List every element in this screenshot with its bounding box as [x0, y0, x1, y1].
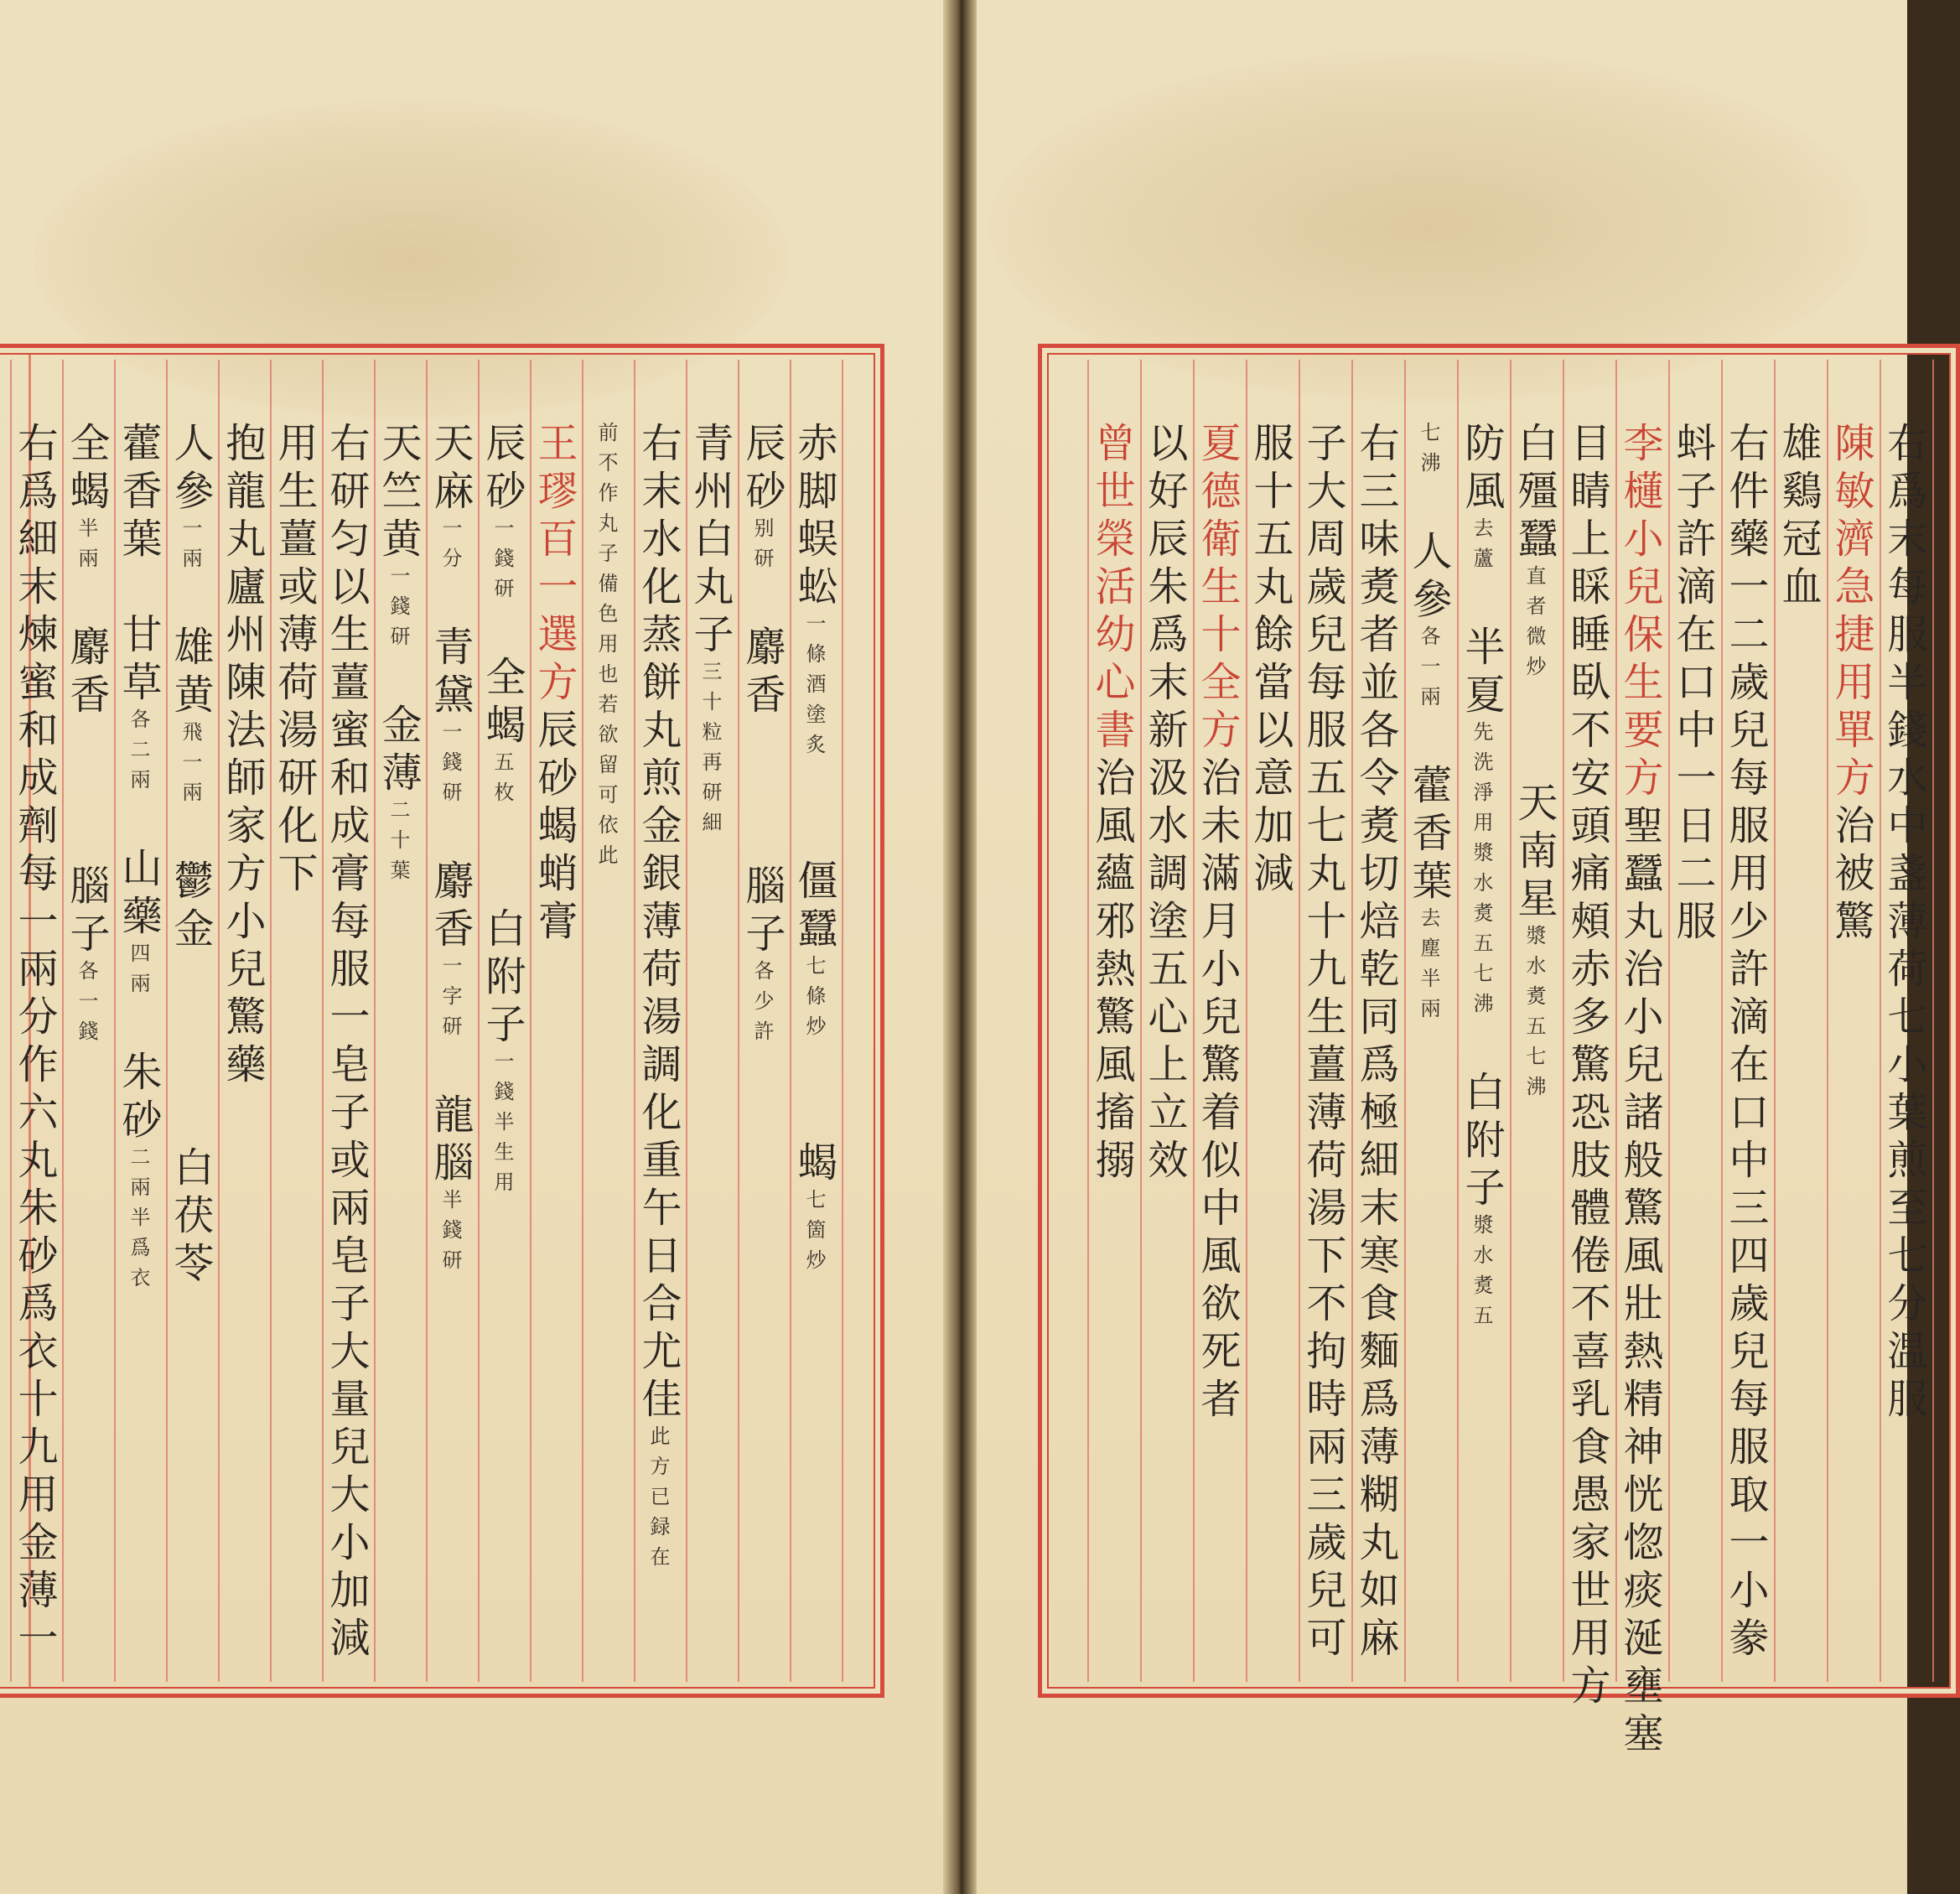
annotation-note: 一字研 — [438, 955, 462, 1046]
text-segment: 白附子 — [479, 812, 526, 1051]
annotation-note: 一錢研 — [386, 565, 410, 656]
text-segment: 半夏 — [1458, 578, 1505, 721]
text-column — [791, 348, 837, 1694]
annotation-note: 各少許 — [750, 960, 774, 1051]
annotation-note: 飛一兩 — [179, 721, 202, 812]
text-column — [1405, 348, 1452, 1694]
text-segment: 目睛上睬睡臥不安頭痛頰赤多驚恐肢體倦不喜乳食愚家世用方 — [1563, 422, 1610, 1712]
right-page — [964, 0, 1927, 1894]
text-column — [687, 348, 734, 1694]
text-column — [1563, 348, 1610, 1712]
column-rule — [62, 360, 64, 1682]
text-segment: 雄鷄冠血 — [1775, 422, 1822, 613]
annotation-note: 各一錢 — [75, 960, 98, 1051]
annotation-note: 直者微炒 — [1522, 565, 1546, 686]
text-column — [271, 348, 318, 1694]
column-rule — [842, 360, 843, 1682]
annotation-note: 去塵半兩 — [1417, 907, 1440, 1028]
text-segment: 青黛 — [427, 578, 474, 721]
text-segment: 鬱金 白茯苓 — [167, 812, 214, 1289]
annotation-note: 三十粒再研細 — [698, 661, 722, 842]
text-segment: 治未滿月小兒驚着似中風欲死者 — [1194, 756, 1241, 1425]
annotation-note: 七箇炒 — [802, 1189, 826, 1279]
annotation-note: 一兩 — [179, 517, 202, 578]
annotation-note: 漿水煑五 — [1470, 1214, 1493, 1335]
annotation-note: 别研 — [750, 517, 774, 578]
text-segment: 麝香 腦子 — [739, 578, 786, 960]
text-column — [635, 348, 682, 1694]
text-column — [323, 348, 370, 1694]
text-column — [1616, 348, 1663, 1760]
text-column — [1458, 348, 1505, 1694]
text-segment: 天竺黄 — [375, 422, 422, 565]
text-segment: 服十五丸餘當以意加減 — [1247, 422, 1294, 900]
text-column — [1828, 348, 1874, 1694]
column-rule — [738, 360, 739, 1682]
text-segment: 治被驚 — [1828, 804, 1874, 947]
left-frame — [0, 344, 884, 1698]
text-segment: 人參 — [1405, 482, 1452, 625]
annotation-note: 此方已録在 — [646, 1425, 670, 1576]
annotation-note: 各二兩 — [127, 708, 150, 799]
text-column — [375, 348, 422, 1694]
text-column — [1669, 348, 1716, 1694]
text-segment: 赤脚蜈蚣 — [791, 422, 837, 613]
text-column — [115, 348, 162, 1694]
annotation-note: 一錢半生用 — [490, 1051, 514, 1201]
text-column — [1299, 348, 1346, 1694]
text-segment: 右研匀以生薑蜜和成膏每服一皂子或兩皂子大量兒大小加減 — [323, 422, 370, 1664]
text-segment: 右三味煑者並各令煑切焙乾同爲極細末寒食麵爲薄糊丸如麻 — [1352, 422, 1399, 1664]
left-page — [0, 0, 956, 1894]
text-segment: 全蝎 — [479, 608, 526, 751]
text-segment: 子大周歲兒每服五七丸十九生薑薄荷湯下不拘時兩三歲兒可 — [1299, 422, 1346, 1664]
text-column — [531, 348, 578, 1694]
annotation-note: 漿水煑五七沸 — [1522, 925, 1546, 1106]
annotation-note: 一錢研 — [438, 721, 462, 812]
annotation-note: 七沸 — [1417, 422, 1440, 482]
text-segment: 右爲細末煉蜜和成劑每一兩分作六丸朱砂爲衣十九用金薄一 — [11, 422, 58, 1664]
text-segment: 麝香 腦子 — [63, 578, 110, 960]
source-citation: 王璆百一選方 — [531, 422, 578, 708]
source-citation: 曾世榮活幼心書 — [1088, 422, 1135, 756]
source-citation: 陳敏濟急捷用單方 — [1828, 422, 1874, 804]
text-segment: 天麻 — [427, 422, 474, 517]
annotation-note: 各一兩 — [1417, 625, 1440, 716]
text-segment: 藿香葉 甘草 — [115, 422, 162, 708]
text-column — [1511, 348, 1558, 1694]
annotation-note: 去蘆 — [1470, 517, 1493, 578]
text-segment: 藿香葉 — [1405, 716, 1452, 907]
text-segment: 白殭蠶 — [1511, 422, 1558, 565]
annotation-note: 先洗淨用漿水煑五七沸 — [1470, 721, 1493, 1023]
text-segment: 天南星 — [1511, 686, 1558, 925]
source-citation: 李櫣小兒保生要方 — [1616, 422, 1663, 804]
text-column — [586, 348, 626, 1694]
text-segment: 僵蠶 — [791, 764, 837, 955]
text-segment: 山藥 — [115, 799, 162, 942]
source-citation: 夏德衛生十全方 — [1194, 422, 1241, 756]
text-segment: 辰砂蝎蛸膏 — [531, 708, 578, 947]
text-column — [739, 348, 786, 1694]
text-segment: 麝香 — [427, 812, 474, 955]
text-segment: 蝎 — [791, 1046, 837, 1189]
text-column — [1352, 348, 1399, 1694]
column-rule — [1932, 360, 1934, 1682]
text-segment: 用生薑或薄荷湯研化下 — [271, 422, 318, 900]
column-rule — [426, 360, 428, 1682]
column-rule — [582, 360, 583, 1682]
text-column — [427, 348, 474, 1694]
text-segment: 右件藥一二歲兒每服用少許滴在口中三四歲兒每服取一小豢 — [1722, 422, 1769, 1664]
text-column — [11, 348, 58, 1694]
text-segment: 人參 — [167, 422, 214, 517]
text-segment: 蚪子許滴在口中一日二服 — [1669, 422, 1716, 947]
text-segment: 以好辰朱爲末新汲水調塗五心上立效 — [1141, 422, 1188, 1186]
annotation-note: 半錢研 — [438, 1189, 462, 1279]
text-segment: 辰砂 — [479, 422, 526, 517]
column-rule — [1457, 360, 1459, 1682]
text-column — [219, 348, 266, 1694]
text-column — [1088, 348, 1135, 1694]
text-segment: 防風 — [1458, 422, 1505, 517]
annotation-note: 半兩 — [75, 517, 98, 578]
text-column — [1880, 348, 1927, 1694]
annotation-note: 七條炒 — [802, 955, 826, 1046]
text-segment: 右爲末每服半錢水中盞薄荷七小葉煎至七分温服 — [1880, 422, 1927, 1425]
text-segment: 雄黄 — [167, 578, 214, 721]
text-segment: 金薄 — [375, 656, 422, 799]
text-segment: 龍腦 — [427, 1046, 474, 1189]
annotation-note: 前不作丸子備色用也若欲留可依此 — [594, 422, 618, 874]
text-column — [167, 348, 214, 1694]
book-gutter — [943, 0, 977, 1894]
text-segment: 聖蠶丸治小兒諸般驚風壯熱精神恍惚痰涎壅塞 — [1616, 804, 1663, 1760]
annotation-note: 四兩 — [127, 942, 150, 1003]
text-column — [1722, 348, 1769, 1694]
annotation-note: 二兩半爲衣 — [127, 1146, 150, 1297]
annotation-note: 二十葉 — [386, 799, 410, 890]
text-segment: 青州白丸子 — [687, 422, 734, 661]
annotation-note: 一錢研 — [490, 517, 514, 608]
text-column — [479, 348, 526, 1694]
text-segment: 右末水化蒸餅丸煎金銀薄荷湯調化重午日合尤佳 — [635, 422, 682, 1425]
text-segment: 全蝎 — [63, 422, 110, 517]
annotation-note: 五枚 — [490, 751, 514, 812]
text-column — [1141, 348, 1188, 1694]
text-segment: 辰砂 — [739, 422, 786, 517]
text-column — [63, 348, 110, 1694]
annotation-note: 一條酒塗炙 — [802, 613, 826, 764]
text-segment: 治風蘊邪熱驚風搐搦 — [1088, 756, 1135, 1186]
text-segment: 白附子 — [1458, 1023, 1505, 1214]
text-segment: 抱龍丸廬州陳法師家方小兒驚藥 — [219, 422, 266, 1091]
text-segment: 朱砂 — [115, 1003, 162, 1146]
right-frame — [1038, 344, 1960, 1760]
text-column — [1247, 348, 1294, 1694]
annotation-note: 一分 — [438, 517, 462, 578]
text-column — [1194, 348, 1241, 1694]
text-column — [1775, 348, 1822, 1694]
